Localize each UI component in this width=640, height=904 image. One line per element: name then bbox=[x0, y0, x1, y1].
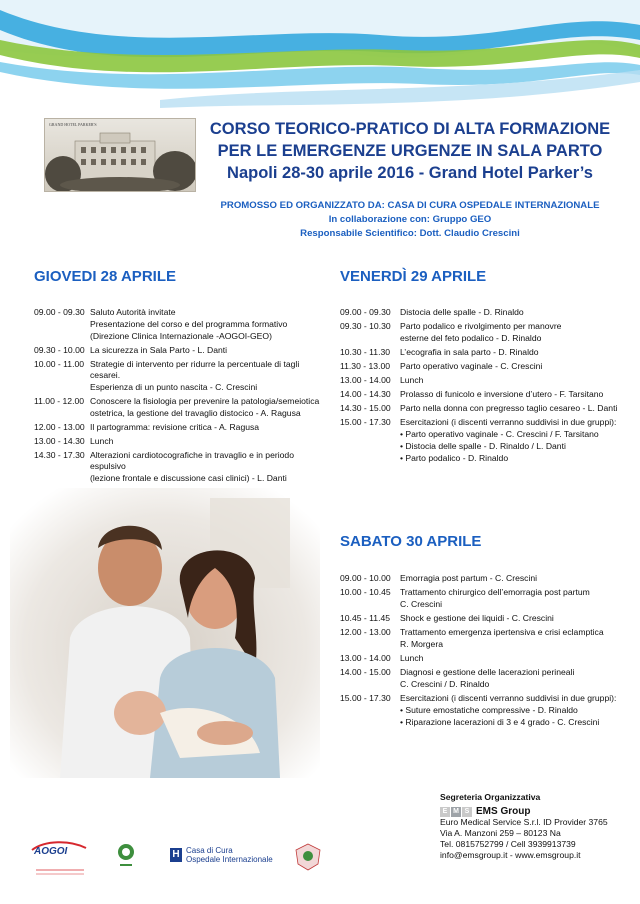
session-time bbox=[34, 382, 90, 393]
session-description: (Direzione Clinica Internazionale -AOGOI-GEO) bbox=[90, 331, 272, 341]
session-time: 09.30 - 10.30 bbox=[340, 321, 391, 331]
session-time: 09.00 - 09.30 bbox=[34, 307, 85, 317]
session-description: • Suture emostatiche compressive - D. Rinaldo bbox=[400, 705, 578, 715]
sabato-schedule-row bbox=[340, 653, 636, 664]
sabato-schedule-row bbox=[340, 639, 636, 650]
giovedi-schedule-row bbox=[34, 408, 330, 419]
session-description: La sicurezza in Sala Parto - L. Danti bbox=[90, 345, 228, 355]
venerdi-schedule-row bbox=[340, 417, 636, 428]
family-photo bbox=[10, 488, 320, 778]
organizing-secretariat bbox=[440, 792, 608, 861]
sabato-schedule-row bbox=[340, 679, 636, 690]
sabato-schedule-row bbox=[340, 573, 636, 584]
session-time bbox=[34, 319, 90, 330]
session-time: 11.30 - 13.00 bbox=[340, 361, 391, 371]
session-time: 13.00 - 14.00 bbox=[340, 653, 391, 663]
venerdi-schedule-row bbox=[340, 429, 636, 440]
venerdi-schedule-row bbox=[340, 403, 636, 414]
secretariat-contacts: info@emsgroup.it - www.emsgroup.it bbox=[440, 850, 581, 860]
session-time: 15.00 - 17.30 bbox=[340, 417, 391, 427]
session-time: 11.00 - 12.00 bbox=[34, 396, 85, 406]
session-description: C. Crescini / D. Rinaldo bbox=[400, 679, 490, 689]
session-description: Presentazione del corso e del programma formativo bbox=[90, 319, 288, 329]
session-time bbox=[340, 639, 400, 650]
sponsor-logos bbox=[0, 836, 440, 896]
session-time bbox=[340, 441, 400, 452]
aogoi-logo-text: AOGOI bbox=[34, 846, 68, 857]
session-time: 14.00 - 14.30 bbox=[340, 389, 391, 399]
giovedi-schedule-row bbox=[34, 382, 330, 393]
giovedi-schedule-row bbox=[34, 359, 330, 381]
session-description: Strategie di intervento per ridurre la percentuale di tagli cesarei. bbox=[90, 359, 300, 380]
session-time bbox=[34, 408, 90, 419]
session-description: Esercitazioni (i discenti verranno suddivisi in due gruppi): bbox=[400, 417, 617, 427]
session-time bbox=[340, 429, 400, 440]
giovedi-schedule-row bbox=[34, 345, 330, 356]
venerdi-schedule-row bbox=[340, 361, 636, 372]
ems-logo-letter: M bbox=[451, 807, 461, 817]
venerdi-schedule-row bbox=[340, 453, 636, 464]
venerdi-schedule-row bbox=[340, 347, 636, 358]
sabato-schedule-row bbox=[340, 717, 636, 728]
session-description: Esperienza di un punto nascita - C. Crescini bbox=[90, 382, 258, 392]
giovedi-schedule-row bbox=[34, 307, 330, 318]
hotel-photo-caption: GRAND HOTEL PARKER'S bbox=[49, 122, 97, 127]
sabato-schedule-row bbox=[340, 693, 636, 704]
venerdi-schedule-row bbox=[340, 441, 636, 452]
promoter-line: PROMOSSO ED ORGANIZZATO DA: CASA DI CURA OSPEDALE INTERNAZIONALE bbox=[220, 200, 600, 211]
giovedi-schedule-row bbox=[34, 331, 330, 342]
giovedi-title: GIOVEDI 28 APRILE bbox=[34, 268, 176, 285]
session-description: Parto nella donna con pregresso taglio cesareo - L. Danti bbox=[400, 403, 618, 413]
geo-logo bbox=[116, 842, 136, 870]
sabato-schedule-row bbox=[340, 613, 636, 624]
ems-logo-letter: E bbox=[440, 807, 450, 817]
giovedi-schedule-row bbox=[34, 450, 330, 472]
giovedi-schedule-row bbox=[34, 396, 330, 407]
session-time: 10.30 - 11.30 bbox=[340, 347, 391, 357]
session-time bbox=[34, 473, 90, 484]
session-description: Lunch bbox=[400, 375, 424, 385]
hotel-photo bbox=[44, 118, 196, 192]
session-time: 15.00 - 17.30 bbox=[340, 693, 391, 703]
session-description: Shock e gestione dei liquidi - C. Crescini bbox=[400, 613, 554, 623]
casa-di-cura-line1: Casa di Cura bbox=[186, 846, 233, 855]
session-time: 10.00 - 11.00 bbox=[34, 359, 85, 369]
session-description: Lunch bbox=[400, 653, 424, 663]
scientific-lead-line: Responsabile Scientifico: Dott. Claudio Crescini bbox=[300, 228, 520, 239]
giovedi-schedule-row bbox=[34, 473, 330, 484]
session-description: • Distocia delle spalle - D. Rinaldo / L. Danti bbox=[400, 441, 566, 451]
session-description: ostetrica, la gestione del travaglio distocico - A. Ragusa bbox=[90, 408, 301, 418]
venerdi-schedule-row bbox=[340, 375, 636, 386]
hotel-building-illustration bbox=[45, 119, 196, 192]
collaboration-line: In collaborazione con: Gruppo GEO bbox=[328, 214, 492, 225]
session-description: Conoscere la fisiologia per prevenire la patologia/semeiotica bbox=[90, 396, 320, 406]
session-description: Parto podalico e rivolgimento per manovre bbox=[400, 321, 562, 331]
ems-logo bbox=[440, 807, 472, 817]
sabato-schedule-row bbox=[340, 587, 636, 598]
session-time bbox=[340, 705, 400, 716]
sabato-schedule-row bbox=[340, 627, 636, 638]
session-time: 14.00 - 15.00 bbox=[340, 667, 391, 677]
crest-logo bbox=[288, 842, 328, 872]
session-time bbox=[340, 717, 400, 728]
session-time bbox=[34, 331, 90, 342]
session-description: L’ecografia in sala parto - D. Rinaldo bbox=[400, 347, 539, 357]
sabato-schedule-row bbox=[340, 705, 636, 716]
session-description: Prolasso di funicolo e inversione d’utero - F. Tarsitano bbox=[400, 389, 604, 399]
session-time: 10.45 - 11.45 bbox=[340, 613, 391, 623]
course-title-line3: Napoli 28-30 aprile 2016 - Grand Hotel Parker’s bbox=[227, 164, 593, 182]
giovedi-schedule bbox=[34, 306, 330, 484]
sabato-schedule-row bbox=[340, 667, 636, 678]
session-description: • Parto operativo vaginale - C. Crescini / F. Tarsitano bbox=[400, 429, 599, 439]
session-description: Emorragia post partum - C. Crescini bbox=[400, 573, 538, 583]
hospital-h-icon: H bbox=[170, 848, 182, 862]
secretariat-phone: Tel. 0815752799 / Cell 3939913739 bbox=[440, 839, 576, 849]
session-time: 09.00 - 09.30 bbox=[340, 307, 391, 317]
session-time bbox=[340, 679, 400, 690]
session-time bbox=[340, 599, 400, 610]
giovedi-schedule-row bbox=[34, 422, 330, 433]
secretariat-address: Via A. Manzoni 259 – 80123 Na bbox=[440, 828, 561, 838]
session-time: 09.30 - 10.00 bbox=[34, 345, 85, 355]
session-time: 13.00 - 14.00 bbox=[340, 375, 391, 385]
session-description: Trattamento chirurgico dell’emorragia post partum bbox=[400, 587, 590, 597]
session-description: R. Morgera bbox=[400, 639, 443, 649]
secretariat-company: Euro Medical Service S.r.l. ID Provider 3765 bbox=[440, 817, 608, 827]
sabato-schedule-row bbox=[340, 599, 636, 610]
casa-di-cura-logo bbox=[170, 844, 280, 872]
session-description: (lezione frontale e discussione casi clinici) - L. Danti bbox=[90, 473, 287, 483]
session-description: C. Crescini bbox=[400, 599, 443, 609]
ems-logo-letter: S bbox=[462, 807, 472, 817]
session-time bbox=[340, 333, 400, 344]
session-time: 12.00 - 13.00 bbox=[34, 422, 85, 432]
session-time: 14.30 - 17.30 bbox=[34, 450, 85, 460]
giovedi-schedule-row bbox=[34, 436, 330, 447]
aogoi-logo bbox=[30, 840, 88, 880]
session-description: • Riparazione lacerazioni di 3 e 4 grado - C. Crescini bbox=[400, 717, 600, 727]
venerdi-schedule-row bbox=[340, 307, 636, 318]
session-description: Alterazioni cardiotocografiche in travaglio e in periodo espulsivo bbox=[90, 450, 294, 471]
session-time: 12.00 - 13.00 bbox=[340, 627, 391, 637]
ems-brand: EMS Group bbox=[476, 806, 531, 817]
venerdi-schedule-row bbox=[340, 321, 636, 332]
secretariat-title: Segreteria Organizzativa bbox=[440, 792, 541, 802]
session-description: Lunch bbox=[90, 436, 114, 446]
venerdi-title: VENERDÌ 29 APRILE bbox=[340, 268, 487, 285]
session-time: 09.00 - 10.00 bbox=[340, 573, 391, 583]
session-description: Il partogramma: revisione critica - A. Ragusa bbox=[90, 422, 260, 432]
session-description: Diagnosi e gestione delle lacerazioni perineali bbox=[400, 667, 575, 677]
session-description: Esercitazioni (i discenti verranno suddivisi in due gruppi): bbox=[400, 693, 617, 703]
session-description: esterne del feto podalico - D. Rinaldo bbox=[400, 333, 542, 343]
course-title-line2: PER LE EMERGENZE URGENZE IN SALA PARTO bbox=[217, 142, 603, 160]
casa-di-cura-line2: Ospedale Internazionale bbox=[186, 855, 273, 864]
session-time bbox=[340, 453, 400, 464]
session-description: Trattamento emergenza ipertensiva e crisi eclamptica bbox=[400, 627, 604, 637]
session-time: 10.00 - 10.45 bbox=[340, 587, 391, 597]
venerdi-schedule bbox=[340, 306, 636, 464]
venerdi-schedule-row bbox=[340, 389, 636, 400]
sabato-schedule bbox=[340, 572, 636, 728]
course-title-line1: CORSO TEORICO-PRATICO DI ALTA FORMAZIONE bbox=[209, 120, 611, 138]
session-description: Saluto Autorità invitate bbox=[90, 307, 176, 317]
session-description: Parto operativo vaginale - C. Crescini bbox=[400, 361, 543, 371]
session-time: 13.00 - 14.30 bbox=[34, 436, 85, 446]
sabato-title: SABATO 30 APRILE bbox=[340, 533, 482, 550]
giovedi-schedule-row bbox=[34, 319, 330, 330]
session-time: 14.30 - 15.00 bbox=[340, 403, 391, 413]
session-description: Distocia delle spalle - D. Rinaldo bbox=[400, 307, 524, 317]
venerdi-schedule-row bbox=[340, 333, 636, 344]
header-wave-decoration bbox=[0, 0, 640, 120]
session-description: • Parto podalico - D. Rinaldo bbox=[400, 453, 509, 463]
